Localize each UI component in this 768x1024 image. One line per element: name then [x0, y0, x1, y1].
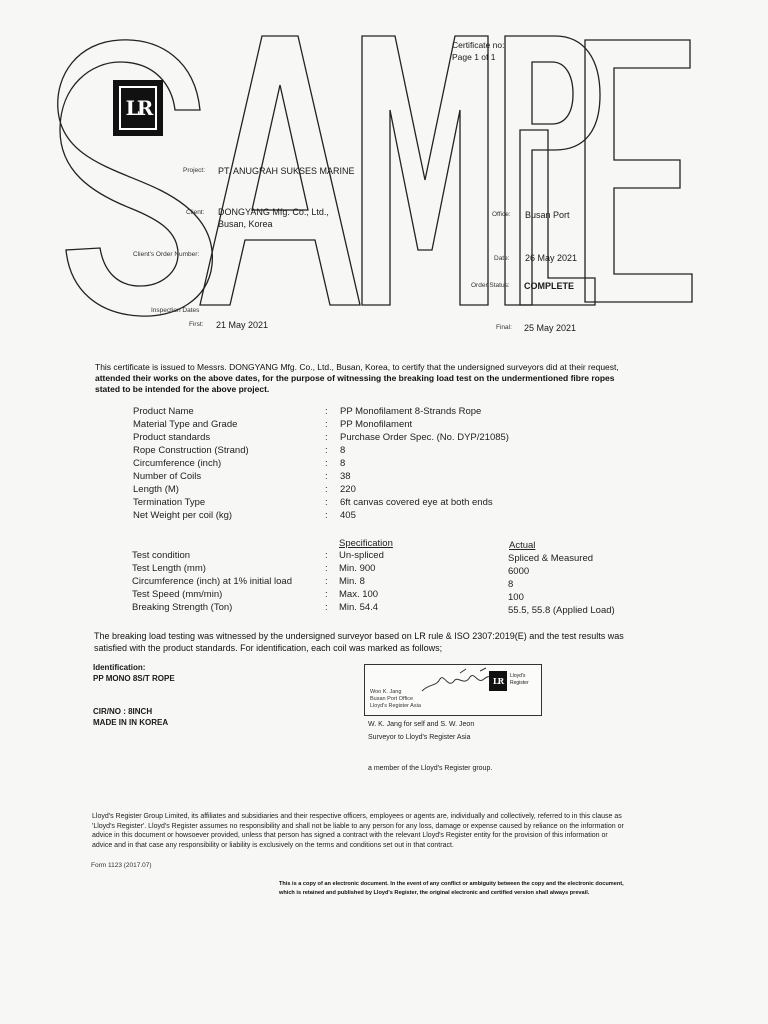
disclaimer-line-3: advice in this document or howsoever provided, unless that person has signed a contract with the relevant Lloyd's Register entity for the provision of this information or [92, 832, 608, 839]
office-value: Busan Port [525, 210, 570, 220]
signatory-line-1: W. K. Jang for self and S. W. Jeon [368, 721, 475, 728]
inspection-first-value: 21 May 2021 [216, 320, 269, 330]
actual-heading: Actual [509, 540, 536, 551]
watermark-letter-m [362, 36, 488, 305]
inspection-first-label: First: [189, 321, 204, 328]
product-row-label: Circumference (inch) [133, 458, 222, 469]
product-row-label: Rope Construction (Strand) [133, 445, 249, 456]
test-row-actual: 55.5, 55.8 (Applied Load) [508, 605, 615, 616]
disclaimer-line-1: Lloyd's Register Group Limited, its affiliates and subsidiaries and their respective officers, employees or agents are, individually and collectively, referred to in this clause as [92, 813, 622, 820]
watermark-letter-e [585, 40, 692, 302]
test-row [132, 575, 514, 590]
stamp-details [370, 689, 421, 710]
project-value: PT. ANUGRAH SUKSES MARINE [218, 166, 355, 176]
colon: : [325, 445, 328, 456]
test-row-spec: Min. 900 [339, 563, 376, 574]
date-value: 26 May 2021 [525, 253, 578, 263]
specification-heading: Specification [339, 538, 393, 549]
test-row-spec: Min. 8 [339, 576, 365, 587]
colon: : [325, 471, 328, 482]
signatory-block [368, 718, 474, 744]
product-row-label: Termination Type [133, 497, 206, 508]
intro-line-2: attended their works on the above dates, for the purpose of witnessing the breaking load test on the undermentioned fibre ropes [95, 373, 615, 383]
test-row-label: Breaking Strength (Ton) [132, 602, 233, 613]
test-row-spec: Un-spliced [339, 550, 384, 561]
office-label: Office: [492, 211, 511, 218]
test-row-spec: Max. 100 [339, 589, 379, 600]
test-row-actual: Spliced & Measured [508, 553, 594, 564]
product-row [133, 483, 356, 496]
test-row-actual: 6000 [508, 566, 530, 577]
order-status-value: COMPLETE [524, 281, 575, 291]
witness-line-1: The breaking load testing was witnessed by the undersigned surveyor based on LR rule & ISO 2307:2019(E) and the test results was [94, 631, 624, 641]
product-row-value: 38 [340, 471, 351, 482]
stamp-lr-logo [489, 671, 507, 691]
lr-logo [113, 80, 163, 136]
client-label: Client: [186, 209, 205, 216]
colon: : [325, 484, 328, 495]
colon: : [325, 510, 328, 521]
stamp-office: Busan Port Office [370, 696, 414, 702]
identification-line-3: MADE IN IN KOREA [93, 718, 169, 727]
signature-stamp [364, 664, 542, 716]
stamp-brand-line-1: Lloyd's [510, 673, 526, 679]
stamp-name: Woo K. Jang [370, 689, 402, 695]
colon: : [325, 419, 328, 430]
product-row [133, 431, 509, 444]
date-label: Date: [494, 255, 510, 262]
stamp-brand [510, 673, 529, 686]
electronic-notice [279, 880, 624, 897]
disclaimer-line-4: advice and in that case any responsibility or liability is exclusively on the terms and conditions set out in that contract. [92, 841, 454, 849]
signatory-line-2: Surveyor to Lloyd's Register Asia [368, 734, 471, 741]
disclaimer [92, 812, 624, 850]
form-number: Form 1123 (2017.07) [91, 862, 152, 869]
product-row [133, 444, 346, 457]
colon: : [325, 602, 328, 613]
colon: : [325, 497, 328, 508]
test-row-actual: 100 [508, 592, 524, 603]
client-name: DONGYANG Mfg. Co., Ltd., [218, 207, 329, 217]
product-row [133, 470, 351, 483]
product-row-value: 405 [340, 510, 356, 521]
order-status-label: Order Status: [471, 282, 510, 289]
test-row [132, 601, 615, 616]
product-row [133, 509, 356, 522]
product-row-label: Material Type and Grade [133, 419, 238, 430]
product-row-value: 8 [340, 458, 346, 469]
certificate-no-label: Certificate no: [452, 40, 505, 50]
intro-line-1: This certificate is issued to Messrs. DONGYANG Mfg. Co., Ltd., Busan, Korea, to certify that the undersigned surveyors did at their request, [95, 362, 619, 372]
inspection-final-label: Final: [496, 324, 512, 331]
identification-marking [93, 706, 168, 728]
watermark-letter-p [505, 36, 600, 305]
colon: : [325, 550, 328, 561]
product-row-label: Net Weight per coil (kg) [133, 510, 233, 521]
test-row-label: Test condition [132, 550, 191, 561]
lr-logo-text: LR [125, 96, 151, 120]
product-row-value: Purchase Order Spec. (No. DYP/21085) [340, 432, 509, 443]
test-row-label: Test Speed (mm/min) [132, 589, 223, 600]
test-row [132, 588, 524, 603]
test-row-spec: Min. 54.4 [339, 602, 379, 613]
colon: : [325, 458, 328, 469]
product-row-value: 6ft canvas covered eye at both ends [340, 497, 493, 508]
product-row-label: Number of Coils [133, 471, 202, 482]
electronic-notice-line-2: which is retained and published by Lloyd's Register, the original electronic and certified version shall always prevail. [279, 889, 590, 896]
product-row-label: Product standards [133, 432, 211, 443]
test-row-actual: 8 [508, 579, 514, 590]
product-row [133, 405, 482, 418]
colon: : [325, 406, 328, 417]
witness-paragraph [94, 630, 624, 654]
product-row-value: 220 [340, 484, 356, 495]
inspection-final-value: 25 May 2021 [524, 323, 577, 333]
identification-line-1: PP MONO 8S/T ROPE [93, 674, 175, 683]
product-row [133, 457, 346, 470]
client-address: Busan, Korea [218, 219, 273, 229]
inspection-heading: Inspection Dates [151, 307, 200, 314]
witness-line-2: satisfied with the product standards. For identification, each coil was marked as follows; [94, 643, 443, 653]
project-label: Project: [183, 167, 206, 174]
stamp-lr-logo-text: LR [492, 676, 504, 686]
product-row-label: Length (M) [133, 484, 179, 495]
product-details [133, 405, 509, 522]
identification-heading: Identification: [93, 663, 146, 672]
client-order-label: Client's Order Number: [133, 251, 200, 258]
test-row-label: Test Length (mm) [132, 563, 206, 574]
electronic-notice-line-1: This is a copy of an electronic document. In the event of any conflict or ambiguity between the copy and the electronic document, [279, 881, 624, 887]
test-row [132, 562, 530, 577]
product-row-value: PP Monofilament [340, 419, 413, 430]
intro-line-3: stated to be intended for the above project. [95, 384, 270, 394]
product-row-label: Product Name [133, 406, 194, 417]
test-table [132, 549, 615, 616]
test-row [132, 549, 594, 564]
test-row-label: Circumference (inch) at 1% initial load [132, 576, 292, 587]
disclaimer-line-2: 'Lloyd's Register'. Lloyd's Register assumes no responsibility and shall not be liable to any person for any loss, damage or expense caused by reliance on the information or [92, 822, 624, 830]
colon: : [325, 432, 328, 443]
product-row [133, 418, 413, 431]
colon: : [325, 589, 328, 600]
product-row-value: 8 [340, 445, 346, 456]
product-row [133, 496, 493, 509]
identification-line-2: CIR/NO : 8INCH [93, 707, 153, 716]
member-line: a member of the Lloyd's Register group. [368, 765, 493, 772]
colon: : [325, 576, 328, 587]
colon: : [325, 563, 328, 574]
identification-block [93, 662, 175, 684]
stamp-brand-line-2: Register [510, 679, 529, 686]
product-row-value: PP Monofilament 8-Strands Rope [340, 406, 482, 417]
stamp-org: Lloyd's Register Asia [370, 703, 421, 709]
page-indicator: Page 1 of 1 [452, 52, 496, 62]
intro-paragraph [95, 362, 655, 395]
